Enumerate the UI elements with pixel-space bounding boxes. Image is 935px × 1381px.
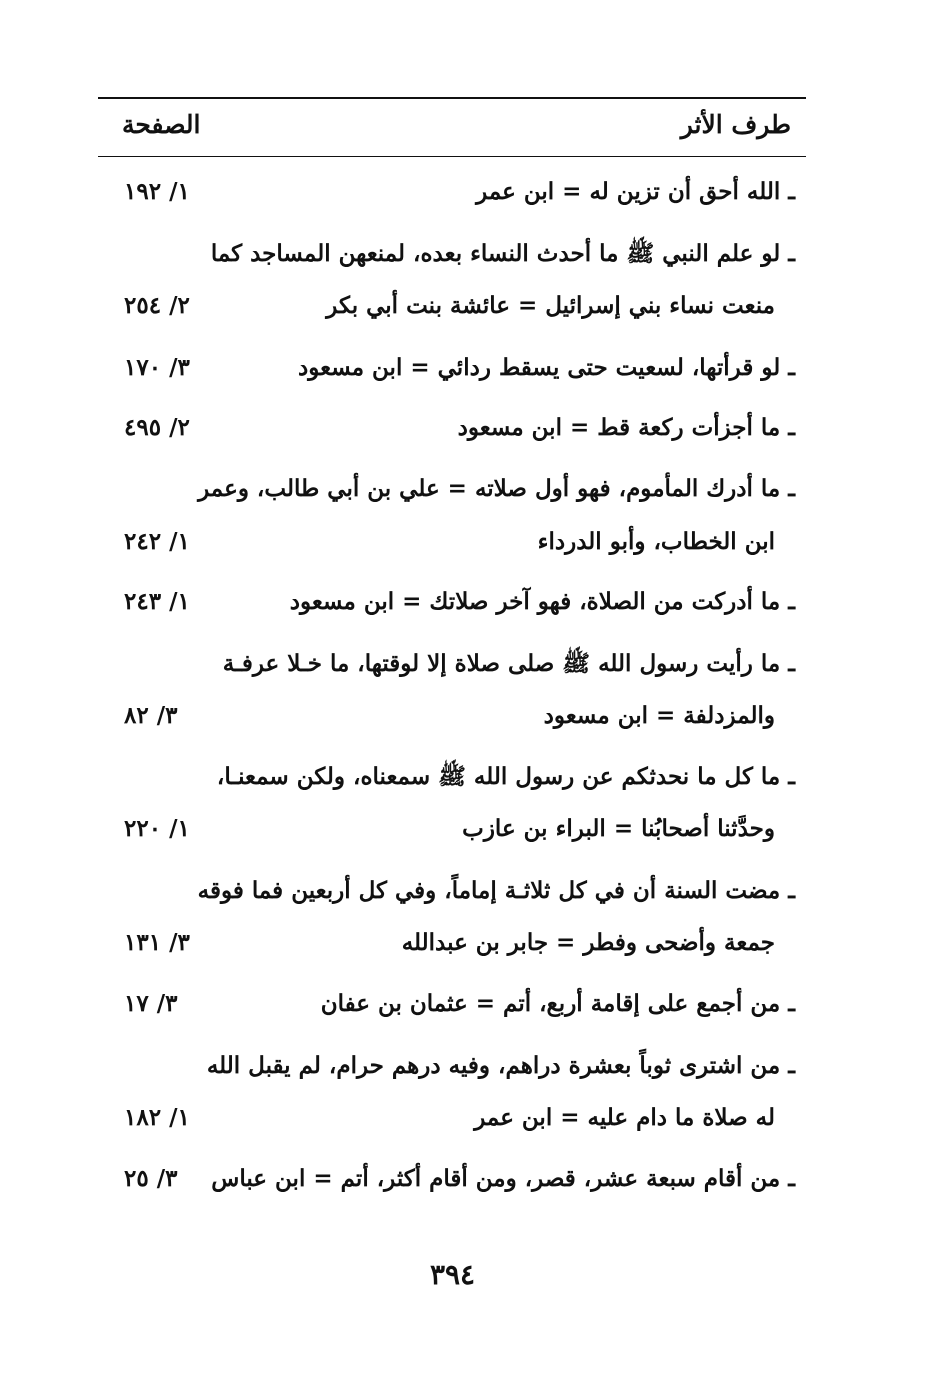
entry-2-line-1: ـ لو علم النبي ﷺ ما أحدث النساء بعده، لمنعهن المساجد كما bbox=[210, 240, 795, 267]
entry-8-line-1: ـ ما كل ما نحدثكم عن رسول الله ﷺ سمعناه، ولكن سمعنـا، bbox=[216, 763, 795, 790]
top-rule bbox=[98, 97, 806, 99]
entry-2-ref: ٢/ ٢٥٤ bbox=[124, 292, 190, 319]
entry-5-ref: ١/ ٢٤٢ bbox=[124, 528, 190, 555]
column-header-title: طرف الأثر bbox=[680, 110, 791, 139]
entry-8-ref: ١/ ٢٢٠ bbox=[124, 815, 190, 842]
entry-4-line-1: ـ ما أجزأت ركعة قط = ابن مسعود bbox=[457, 414, 795, 441]
entry-11-line-1: ـ من اشترى ثوباً بعشرة دراهم، وفيه درهم حرام، لم يقبل الله bbox=[206, 1052, 795, 1079]
entry-12-ref: ٣/ ٢٥ bbox=[124, 1165, 178, 1192]
page-number: ٣٩٤ bbox=[429, 1258, 476, 1291]
entry-11-line-2: له صلاة ما دام عليه = ابن عمر bbox=[474, 1104, 775, 1131]
entry-4-ref: ٢/ ٤٩٥ bbox=[124, 414, 190, 441]
header-rule bbox=[98, 156, 806, 157]
entry-3-ref: ٣/ ١٧٠ bbox=[124, 354, 190, 381]
entry-10-ref: ٣/ ١٧ bbox=[124, 990, 178, 1017]
entry-2-line-2: منعت نساء بني إسرائيل = عائشة بنت أبي بكر bbox=[326, 292, 775, 319]
entry-9-line-2: جمعة وأضحى وفطر = جابر بن عبدالله bbox=[401, 929, 775, 956]
entry-9-line-1: ـ مضت السنة أن في كل ثلاثـة إماماً، وفي كل أربعين فما فوقه bbox=[197, 877, 795, 904]
entry-7-ref: ٣/ ٨٢ bbox=[124, 702, 178, 729]
entry-12-line-1: ـ من أقام سبعة عشر، قصر، ومن أقام أكثر، أتم = ابن عباس bbox=[211, 1165, 795, 1192]
entry-5-line-1: ـ ما أدرك المأموم، فهو أول صلاته = علي بن أبي طالب، وعمر bbox=[198, 475, 795, 502]
entry-3-line-1: ـ لو قرأتها، لسعيت حتى يسقط ردائي = ابن مسعود bbox=[297, 354, 795, 381]
entry-1-ref: ١/ ١٩٢ bbox=[124, 178, 190, 205]
entry-7-line-2: والمزدلفة = ابن مسعود bbox=[543, 702, 775, 729]
entry-10-line-1: ـ من أجمع على إقامة أربع، أتم = عثمان بن عفان bbox=[320, 990, 795, 1017]
entry-5-line-2: ابن الخطاب، وأبو الدرداء bbox=[537, 528, 775, 555]
entry-1-line-1: ـ الله أحق أن تزين له = ابن عمر bbox=[476, 178, 795, 205]
entry-8-line-2: وحدَّثنا أصحابُنا = البراء بن عازب bbox=[462, 815, 775, 842]
column-header-page: الصفحة bbox=[122, 110, 201, 139]
entry-6-line-1: ـ ما أدركت من الصلاة، فهو آخر صلاتك = ابن مسعود bbox=[289, 588, 795, 615]
entry-9-ref: ٣/ ١٣١ bbox=[124, 929, 190, 956]
entry-6-ref: ١/ ٢٤٣ bbox=[124, 588, 190, 615]
entry-7-line-1: ـ ما رأيت رسول الله ﷺ صلى صلاة إلا لوقتها، ما خـلا عرفـة bbox=[222, 650, 795, 677]
entry-11-ref: ١/ ١٨٢ bbox=[124, 1104, 190, 1131]
